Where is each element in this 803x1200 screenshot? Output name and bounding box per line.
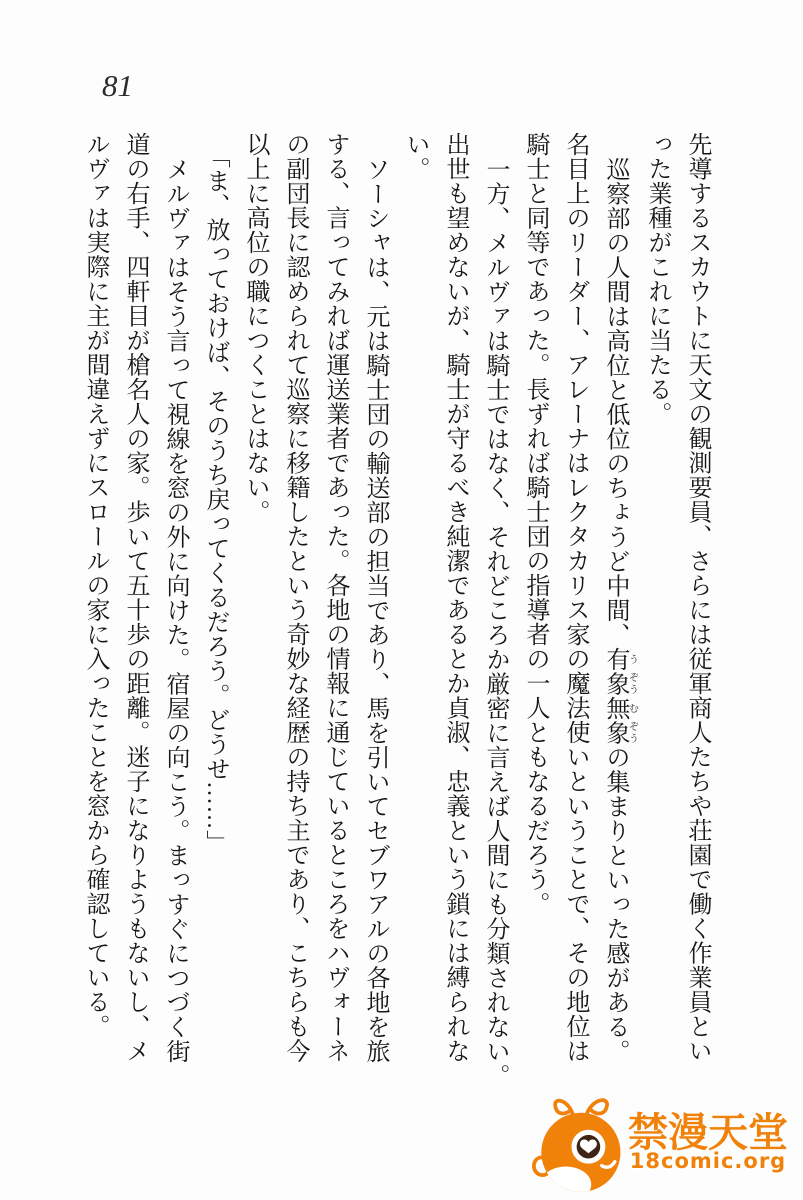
text-column: 以上に高位の職につくことはない。: [242, 132, 268, 524]
text-column: った業種がこれに当たる。: [644, 132, 670, 426]
text-column: の副団長に認められて巡察に移籍したという奇妙な経歴の持ち主であり、こちらも今: [282, 132, 308, 1063]
text-columns: [75, 132, 717, 1098]
text-column: 「ま、放っておけば、そのうち戻ってくるだろう。どうせ……」: [202, 144, 228, 855]
text-column: する、言ってみれば運送業者であった。各地の情報に通じているところをハヴォーネ: [322, 132, 348, 1063]
text-column: ソーシャは、元は騎士団の輸送部の担当であり、馬を引いてセブワアルの各地を旅: [362, 156, 388, 1063]
watermark: [530, 1086, 788, 1198]
text-column: ルヴァは実際に主が間違えずにスロールの家に入ったことを窓から確認している。: [82, 132, 108, 1039]
text-column: 騎士と同等であった。長ずれば騎士団の指導者の一人ともなるだろう。: [522, 132, 548, 916]
text-column: 名目上のリーダー、アレーナはレクタカリス家の魔法使いということで、その地位は: [562, 132, 588, 1063]
text-column: 道の右手、四軒目が槍名人の家。歩いて五十歩の距離。迷子になりようもないし、メ: [122, 132, 148, 1063]
page-number: 81: [102, 68, 133, 103]
watermark-site-url: 18comic.org: [629, 1148, 787, 1173]
text-column: い。: [402, 132, 428, 181]
watermark-text: [628, 1109, 788, 1173]
text-column: 出世も望めないが、騎士が守るべき純潔であるとか貞淑、忠義という鎖には縛られな: [442, 132, 468, 1063]
watermark-brand: 禁漫天堂: [628, 1109, 788, 1156]
text-column: 巡察部の人間は高位と低位のちょうど中間、有う象ぞう無む象ぞうの集まりといった感がある。: [602, 156, 638, 1063]
text-column: 先導するスカウトに天文の観測要員、さらには従軍商人たちや荘園で働く作業員とい: [684, 132, 710, 1063]
text-column: 一方、メルヴァは騎士ではなく、それどころか厳密に言えば人間にも分類されない。: [482, 156, 508, 1088]
orange-whale-mascot-icon: [530, 1086, 628, 1198]
furigana-annotated-text: 有う象ぞう無む象ぞう: [602, 646, 638, 745]
text-column: メルヴァはそう言って視線を窓の外に向けた。宿屋の向こう。まっすぐにつづく街: [162, 156, 188, 1063]
